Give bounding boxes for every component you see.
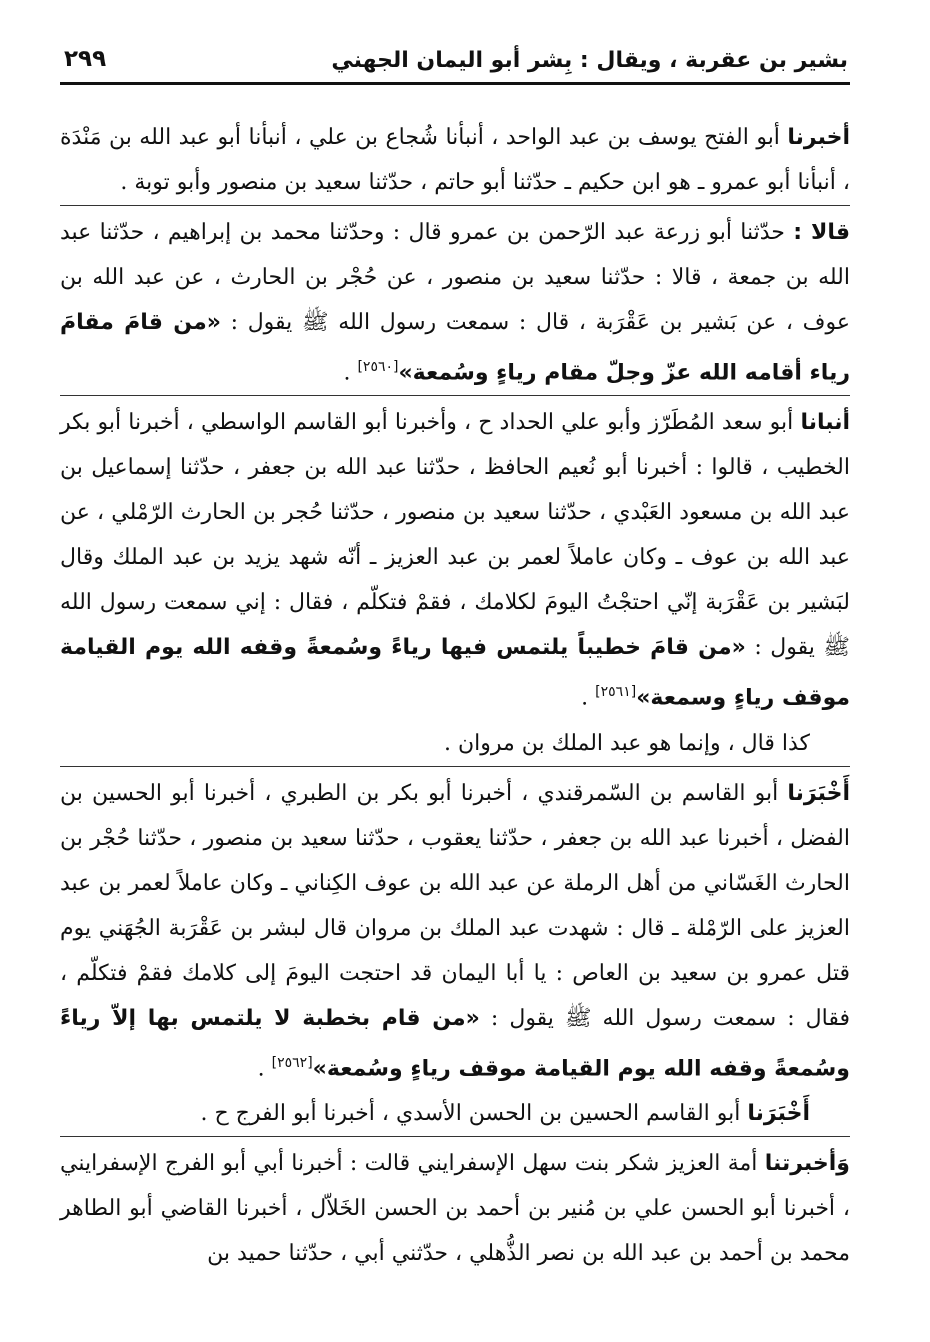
paragraph-text: كذا قال ، وإنما هو عبد الملك بن مروان . <box>444 730 810 756</box>
hadith-paragraph-1 <box>60 115 850 205</box>
narration-keyword: أخبرنا <box>787 125 850 150</box>
paragraph-text: أبو القاسم بن السّمرقندي ، أخبرنا أبو بكر بن الطبري ، أخبرنا أبو الحسين بن الفضل ، أخبرنا عبد الله بن جعفر ، حدّثنا يعقوب ، حدّثنا سعيد بن منصور ، حدّثنا حُجْر بن الحارث الغَسّاني من أهل الرملة عن عبد الله بن عوف الكِناني ـ وكان عاملاً لعمر بن عبد العزيز على الرّمْلة ـ قال : شهدت عبد الملك بن مروان قال لبشر بن عَقْرَبة الجُهَني يوم قتل عمرو بن سعيد بن العاص : يا أبا اليمان قد احتجت اليومَ إلى كلامك فقمْ فتكلّم ، فقال : سمعت رسول الله ﷺ يقول : <box>60 780 850 1031</box>
narration-keyword: قالا : <box>793 220 850 245</box>
paragraph-text: أبو القاسم الحسين بن الحسن الأسدي ، أخبرنا أبو الفرج ح . <box>200 1100 741 1126</box>
running-title: بشير بن عقربة ، ويقال : بِشر أبو اليمان الجهني <box>331 48 848 73</box>
hadith-number: [٢٥٦٠] <box>357 359 399 375</box>
narration-keyword: أنبانا <box>800 410 851 436</box>
book-page <box>60 40 850 1276</box>
paragraph-end: . <box>343 360 351 386</box>
paragraph-text: أمة العزيز شكر بنت سهل الإسفرايني قالت : أخبرنا أبي أبو الفرج الإسفرايني ، أخبرنا أبو الحسن علي بن مُنير بن أحمد بن الحسن الخَلاّل ، أخبرنا القاضي أبو الطاهر محمد بن أحمد بن عبد الله بن نصر الذُّهلي ، حدّثني أبي ، حدّثنا حميد بن <box>60 1150 850 1266</box>
narration-keyword: أَخْبَرَنا <box>787 780 850 806</box>
hadith-paragraph-4 <box>60 766 850 1091</box>
hadith-paragraph-6 <box>60 1136 850 1276</box>
hadith-paragraph-5 <box>60 1091 850 1136</box>
hadith-paragraph-2 <box>60 205 850 395</box>
page-header <box>60 40 850 85</box>
hadith-quote: «من قامَ مقامَ رياء أقامه الله عزّ وجلّ مقام رياءٍ وسُمعة» <box>60 310 850 386</box>
paragraph-text: أبو سعد المُطَرّز وأبو علي الحداد ح ، وأخبرنا أبو القاسم الواسطي ، أخبرنا أبو بكر الخطيب ، قالوا : أخبرنا أبو نُعيم الحافظ ، حدّثنا عبد الله بن جعفر ، حدّثنا إسماعيل بن عبد الله بن مسعود العَبْدي ، حدّثنا سعيد بن منصور ، حدّثنا حُجر بن الحارث الرّمْلي ، عن عبد الله بن عوف ـ وكان عاملاً لعمر بن عبد العزيز ـ أنّه شهد يزيد بن عبد الملك وقال لبَشير بن عَقْرَبة إنّي احتجْتُ اليومَ لكلامك ، فقمْ فتكلّم ، فقال : إني سمعت رسول الله ﷺ يقول : <box>60 410 850 661</box>
narration-keyword: وَأخبرتنا <box>764 1150 850 1176</box>
hadith-paragraph-3 <box>60 395 850 720</box>
paragraph-end: . <box>257 1055 265 1081</box>
hadith-number: [٢٥٦١] <box>595 684 637 701</box>
hadith-number: [٢٥٦٢] <box>271 1054 313 1071</box>
commentary-paragraph <box>60 721 850 766</box>
hadith-quote: «من قام بخطبة لا يلتمس بها إلاّ رياءً وسُمعةً وقفه الله يوم القيامة موقف رياءٍ وسُمعة» <box>60 1005 850 1081</box>
paragraph-end: . <box>581 685 589 711</box>
paragraph-text: حدّثنا أبو زرعة عبد الرّحمن بن عمرو قال : وحدّثنا محمد بن إبراهيم ، حدّثنا عبد الله بن جمعة ، قالا : حدّثنا سعيد بن منصور ، عن حُجْر بن الحارث ، عن عبد الله بن عوف ، عن بَشير بن عَقْرَبة ، قال : سمعت رسول الله ﷺ يقول : <box>60 220 850 335</box>
paragraph-text: أبو الفتح يوسف بن عبد الواحد ، أنبأنا شُجاع بن علي ، أنبأنا أبو عبد الله بن مَنْدَة ، أنبأنا أبو عمرو ـ هو ابن حكيم ـ حدّثنا أبو حاتم ، حدّثنا سعيد بن منصور وأبو توبة . <box>60 125 850 195</box>
hadith-quote: «من قامَ خطيباً يلتمس فيها رياءً وسُمعةً وقفه الله يوم القيامة موقف رياءٍ وسمعة» <box>60 635 850 711</box>
page-number: ٢٩٩ <box>64 46 107 72</box>
narration-keyword: أَخْبَرَنا <box>747 1100 810 1126</box>
